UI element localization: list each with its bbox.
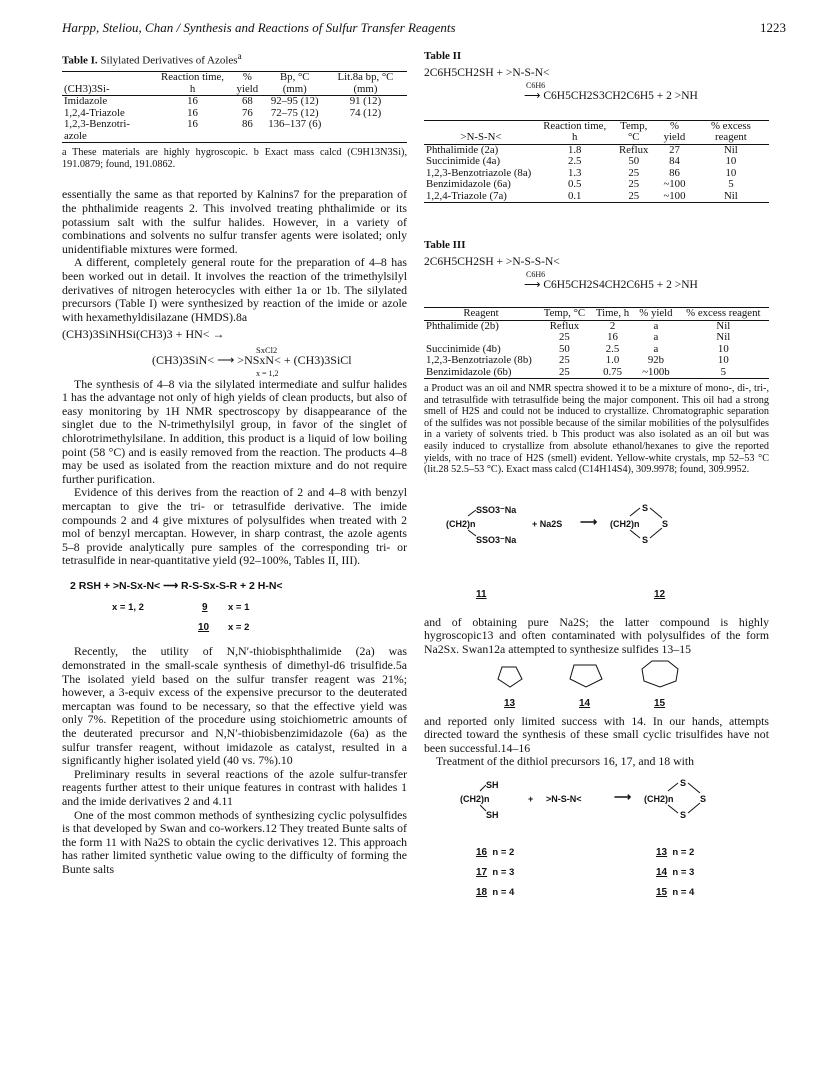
page-number: 1223 (760, 20, 786, 35)
ch2n-label: (CH2)n (446, 518, 476, 529)
ch2n-label: (CH2)n (610, 518, 640, 529)
table3-header: % yield (639, 307, 673, 320)
table2-header: >N-S-N< (460, 131, 502, 144)
paragraph: Treatment of the dithiol precursors 16, 17, and 18 with (436, 754, 695, 769)
table2 (424, 120, 769, 204)
ch2n-label: (CH2)n (460, 793, 490, 804)
thiol-group: SH (486, 809, 499, 820)
table-row: 1,2,3-Benzotriazole (8b) 25 1.0 92b 10 (426, 354, 729, 367)
reaction-arrow: ⟶ (614, 789, 632, 804)
table-row: Phthalimide (2b) Reflux 2 a Nil (426, 319, 731, 332)
table1-header: (CH3)3Si- (64, 82, 110, 95)
table-row: Succinimide (4a) 2.5 50 84 10 (426, 155, 737, 168)
table-row: Benzimidazole (6a) 0.5 25 ~100 5 (426, 178, 734, 191)
table2-reaction: 2C6H5CH2SH + >N-S-N< (424, 66, 550, 79)
compound-label: 13 (504, 697, 516, 709)
compound-label: 14 (579, 697, 591, 709)
table1-title: Table I. Silylated Derivatives of Azoles$^a$ (62, 51, 242, 67)
table1-header: Bp, °C (mm) (279, 71, 310, 95)
table1 (62, 71, 407, 143)
scheme-dithiol (424, 775, 769, 907)
cyclic-trisulfides (424, 657, 769, 715)
equation-1: (CH3)3SiNHSi(CH3)3 + HN< → (62, 327, 225, 342)
sulfur-atom: S (642, 534, 649, 545)
right-column (424, 48, 769, 907)
paragraph: The synthesis of 4–8 via the silylated intermediate and sulfur halides 1 has the advantage not only of high yields of clean products, but also of easy monitoring by 1H NMR spectroscopy by disappearance of the singlet due to the N-trimethylsilyl group, in favor of the singlet of chlorotrimethylsilane. In addition, this product is a liquid of low boiling point (58 °C) and is easily removed from the reaction. The products 4–8 may be used as isolated from the reaction mixture and do not require further purification. (62, 376, 407, 486)
paragraph: One of the most common methods of synthesizing cyclic polysulfides is that developed by Swan and co-workers.12 They treated Bunte salts of the form 11 with Na2S to obtain the cyclic derivatives 12. This approach has rather limited synthetic value owing to the difficulty of forming the Bunte salts (62, 807, 407, 876)
table1-header: % yield (236, 71, 259, 95)
table3 (424, 307, 769, 379)
table2-header: Reaction time, h (543, 119, 607, 144)
left-column (62, 48, 407, 877)
sulfur-atom: S (642, 502, 649, 513)
sulfur-atom: S (680, 809, 687, 820)
paragraph: Evidence of this derives from the reaction of 2 and 4–8 with benzyl mercaptan to give the tri- or tetrasulfide derivative. The imide compounds 2 and 4 give mixtures of polysulfides when treated with 2 mol of benzyl mercaptan. However, in sharp contrast, the azole agents 5–8 provide analytically pure samples of the corresponding tri- or tetrasulfide in near-quantitative yield (92–100%, Tables II, III). (62, 485, 407, 568)
table-row: 1,2,3-Benzotri- azole 16 86 136–137 (6) (62, 119, 407, 143)
solvent-label: C6H6 (526, 81, 546, 91)
table1-header: Lit.8a bp, °C (mm) (337, 71, 394, 95)
reagent: >N-S-N< (546, 793, 582, 804)
table2-title: Table II (424, 50, 462, 62)
paragraph: Recently, the utility of N,N′-thiobisphthalimide (2a) was demonstrated in the small-scale synthesis of dimethyl-d6 trisulfide.5a The isolated yield based on the sulfur transfer reagent was 21%; however, a 3-equiv excess of the expensive precursor to the deuterated mercaptan was found to be necessary, so that the effective yield was only 7%. Repetition of the procedure using stoichiometric amounts of the deuterated precursor and N,N′-thiobisbenzimidazole (6a) as the sulfur transfer reagent, without imidazole as catalyst, resulted in a significantly higher isolated yield (40 vs. 7%).10 (62, 644, 407, 768)
scheme-bunte-salt (424, 488, 769, 616)
table1-footnote: a These materials are highly hygroscopic. b Exact mass calcd (C9H13N3Si), 191.0879; found, 191.0862. (62, 147, 407, 170)
product-labels: 13 n = 2 14 n = 3 15 n = 4 (656, 846, 695, 898)
plus-sign: + (528, 793, 534, 804)
equation-2: SxCl2 (CH3)3SiN< ⟶ >NSxN< + (CH3)3SiCl x = 1,2 (152, 344, 352, 378)
table3-title: Table III (424, 239, 466, 252)
table3-footnote: a Product was an oil and NMR spectra showed it to be a mixture of mono-, di-, tri-, and tetrasulfide with tetrasulfide being the major component. This oil had a strong smell of H2S and could not be induced to crystallize. Chromatographic separation of the sulfides was not possible because of the similar mobilities of the polysulfides in a variety of solvents tried. b This product was also isolated as an oil but was easily induced to crystallize from absolute ethanol/hexanes to give the reported yields, with no trace of H2S (smell) evident. Yellow-white crystals, mp 52–53 °C (lit.28 52.5–53 °C). Exact mass calcd (C14H14S4), 309.9978; found, 309.9952. (424, 383, 769, 476)
table2-reaction-product: ⟶ C6H5CH2S3CH2C6H5 + 2 >NH (524, 90, 698, 103)
table-row: 1,2,4-Triazole 16 76 72–75 (12) 74 (12) (64, 106, 382, 119)
reaction-scheme: 2 RSH + >N-Sx-N< ⟶ R-S-Sx-S-R + 2 H-N< (70, 579, 283, 592)
table2-header: % yield (663, 119, 686, 144)
table-row: 1,2,3-Benzotriazole (8a) 1.3 25 86 10 (426, 166, 737, 179)
reaction-arrow: ⟶ (580, 514, 598, 529)
table-row: Phthalimide (2a) 1.8 Reflux 27 Nil (426, 143, 738, 156)
bond-lines (424, 488, 769, 568)
paragraph: and of obtaining pure Na2S; the latter compound is highly hygroscopic13 and often contaminated with polysulfides of the form Na2Sx. Swan12a attempted to synthesize sulfides 13–15 (424, 614, 769, 656)
table-row: Imidazole 16 68 92–95 (12) 91 (12) (64, 95, 382, 108)
table3-header: Time, h (595, 307, 630, 320)
compound-label: 15 (654, 697, 666, 709)
running-title: Harpp, Steliou, Chan / Synthesis and Reactions of Sulfur Transfer Reagents (62, 20, 456, 35)
bunte-salt-bottom: SSO3⁻Na (476, 534, 517, 545)
paragraph: A different, completely general route for the preparation of 4–8 has been worked out in detail. It involves the reaction of the trimethylsilyl derivatives of nitrogen heterocycles with either 1a or 1b. The silylated precursors (Table I) were synthesized by reaction of the imide or azole with hexamethyldisilazane (HMDS).8a (62, 255, 407, 324)
table3-header: Temp, °C (543, 307, 586, 320)
table-row: Benzimidazole (6b) 25 0.75 ~100b 5 (424, 367, 769, 379)
table3-reaction-product: ⟶ C6H5CH2S4CH2C6H5 + 2 >NH (524, 279, 698, 292)
table3-header: Reagent (463, 307, 499, 320)
precursor-labels: 16 n = 2 17 n = 3 18 n = 4 (476, 846, 515, 898)
bond-lines (424, 775, 769, 835)
sulfur-atom: S (700, 793, 707, 804)
table1-header: Reaction time, h (161, 71, 225, 95)
table3-header: % excess reagent (686, 307, 761, 320)
table2-header: Temp, °C (620, 119, 648, 144)
compound-label: 11 (476, 588, 487, 600)
paragraph: Preliminary results in several reactions of the azole sulfur-transfer reagents further attest to their unique features in contrast with halides 1 and the imide derivatives 2 and 4.11 (62, 766, 407, 808)
paragraph: and reported only limited success with 14. In our hands, attempts directed toward the synthesis of these small cyclic trisulfides have not been successful.14–16 (424, 713, 769, 755)
sulfur-atom: S (662, 518, 669, 529)
table-row: Succinimide (4b) 50 2.5 a 10 (426, 342, 729, 355)
table-row: 25 16 a Nil (559, 331, 731, 344)
bunte-salt-top: SSO3⁻Na (476, 504, 517, 515)
table-row: 1,2,4-Triazole (7a) 0.1 25 ~100 Nil (424, 191, 769, 203)
ch2n-label: (CH2)n (644, 793, 674, 804)
scheme-labels: x = 1, 2 9 x = 1 10 x = 2 (112, 602, 250, 634)
sulfur-atom: S (680, 777, 687, 788)
compound-label: 12 (654, 588, 666, 600)
table3-reaction: 2C6H5CH2SH + >N-S-S-N< (424, 255, 560, 268)
paragraph: essentially the same as that reported by Kalnins7 for the preparation of the phthalimide reagents 2. This involved treating phthalimide or its potassium salt with the sulfur halides. However, in a variety of combinations and solvents no sulfur transfer agents were isolated; only unidentifiable mixtures were formed. (62, 187, 407, 256)
table2-header: % excess reagent (710, 119, 751, 144)
thiol-group: SH (486, 779, 499, 790)
solvent-label: C6H6 (526, 270, 546, 280)
reagent-na2s: + Na2S (532, 518, 563, 529)
ring-structures (424, 657, 769, 697)
